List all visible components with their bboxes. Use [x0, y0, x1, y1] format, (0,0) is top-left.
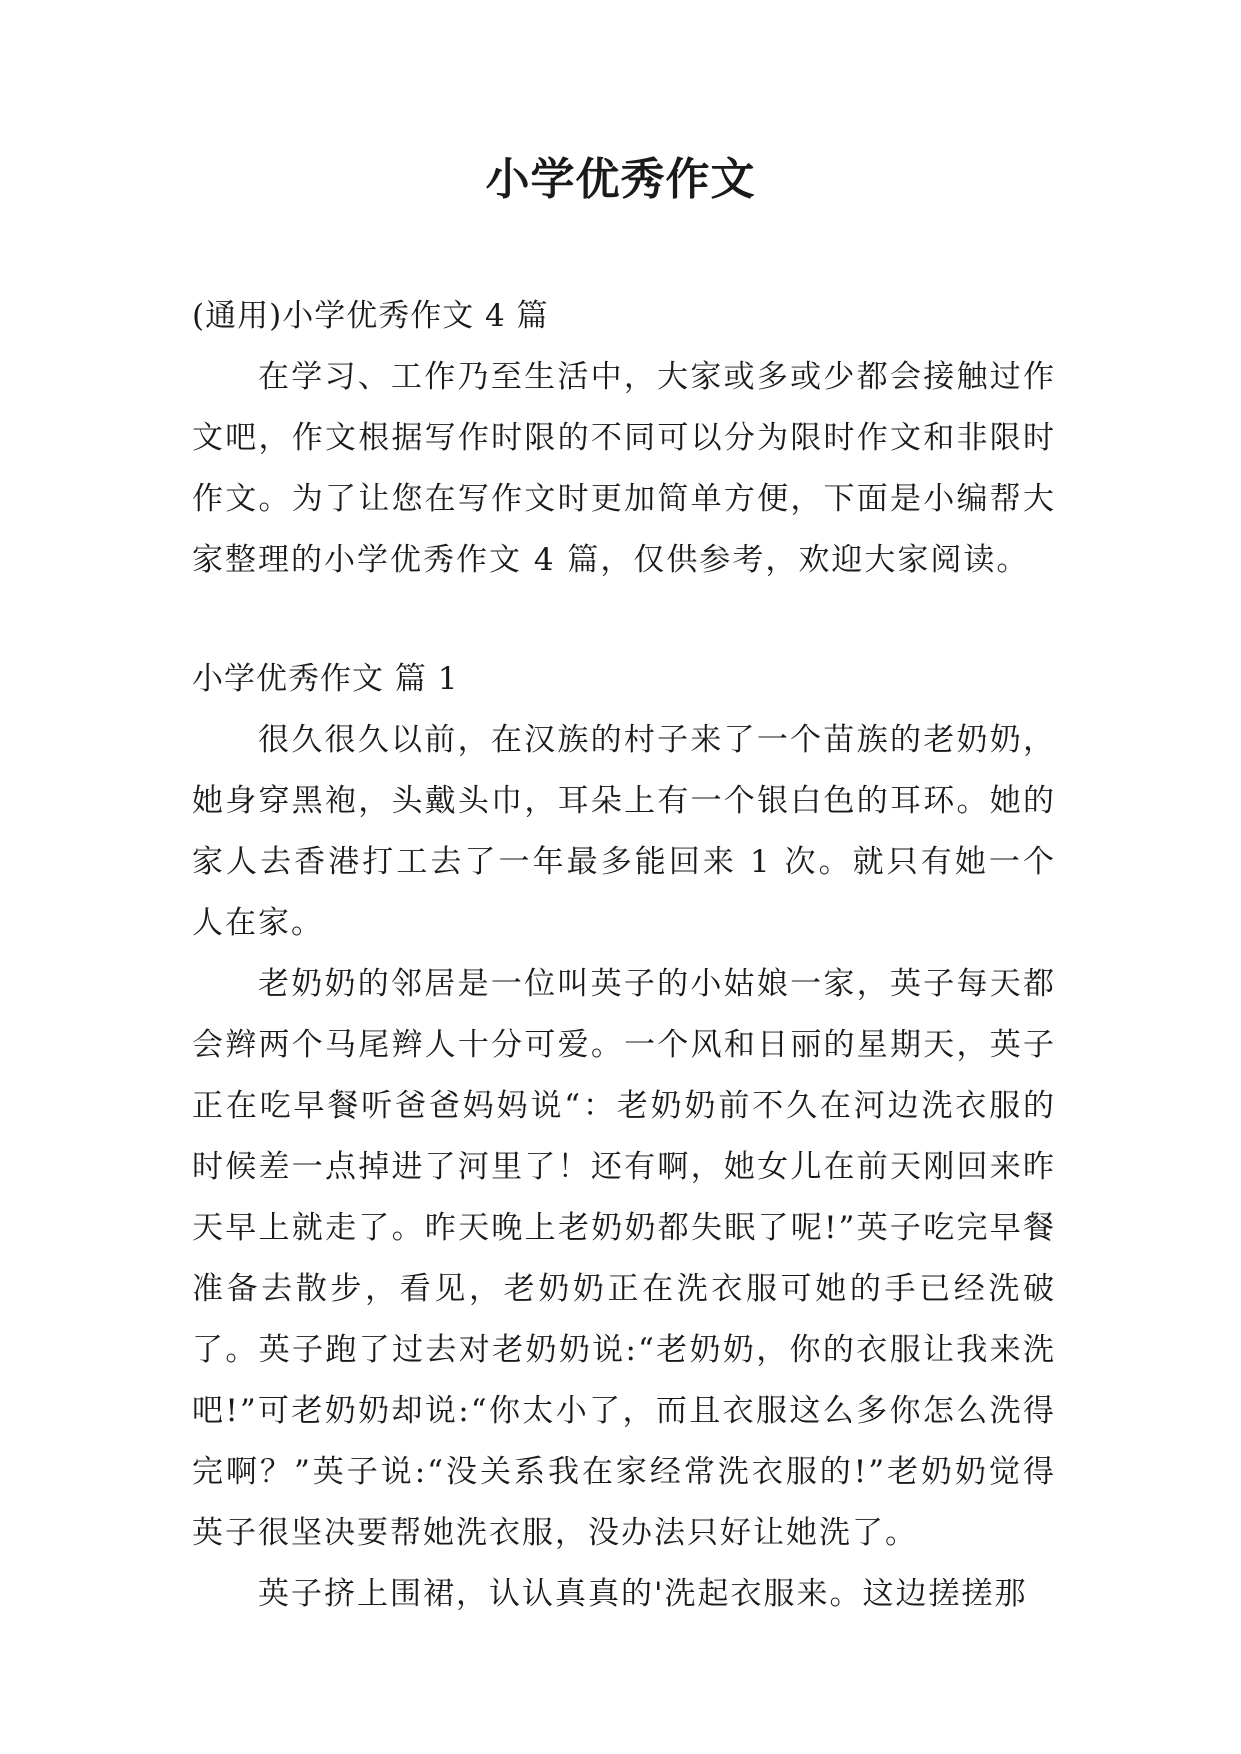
document-title: 小学优秀作文: [485, 154, 756, 205]
intro-paragraph: 在学习、工作乃至生活中，大家或多或少都会接触过作文吧，作文根据写作时限的不同可以分为限时作文和非限时作文。为了让您在写作文时更加简单方便，下面是小编帮大家整理的小学优秀作文 4 篇，仅供参考，欢迎大家阅读。: [192, 359, 1056, 578]
essay-paragraph: 英子挤上围裙，认认真真的'洗起衣服来。这边搓搓那: [258, 1576, 1028, 1612]
document-subtitle: (通用)小学优秀作文 4 篇: [192, 298, 549, 334]
document-body: [192, 286, 1056, 1625]
essay-paragraph: 老奶奶的邻居是一位叫英子的小姑娘一家，英子每天都会辫两个马尾辫人十分可爱。一个风和日丽的星期天，英子正在吃早餐听爸爸妈妈说“：老奶奶前不久在河边洗衣服的时候差一点掉进了河里了！还有啊，她女儿在前天刚回来昨天早上就走了。昨天晚上老奶奶都失眠了呢!”英子吃完早餐准备去散步，看见，老奶奶正在洗衣服可她的手已经洗破了。英子跑了过去对老奶奶说:“老奶奶，你的衣服让我来洗吧!”可老奶奶却说:“你太小了，而且衣服这么多你怎么洗得完啊？”英子说:“没关系我在家经常洗衣服的!”老奶奶觉得英子很坚决要帮她洗衣服，没办法只好让她洗了。: [192, 966, 1056, 1551]
section-heading: 小学优秀作文 篇 1: [192, 661, 459, 697]
essay-paragraph: 很久很久以前，在汉族的村子来了一个苗族的老奶奶，她身穿黑袍，头戴头巾，耳朵上有一个银白色的耳环。她的家人去香港打工去了一年最多能回来 1 次。就只有她一个人在家。: [192, 722, 1056, 941]
